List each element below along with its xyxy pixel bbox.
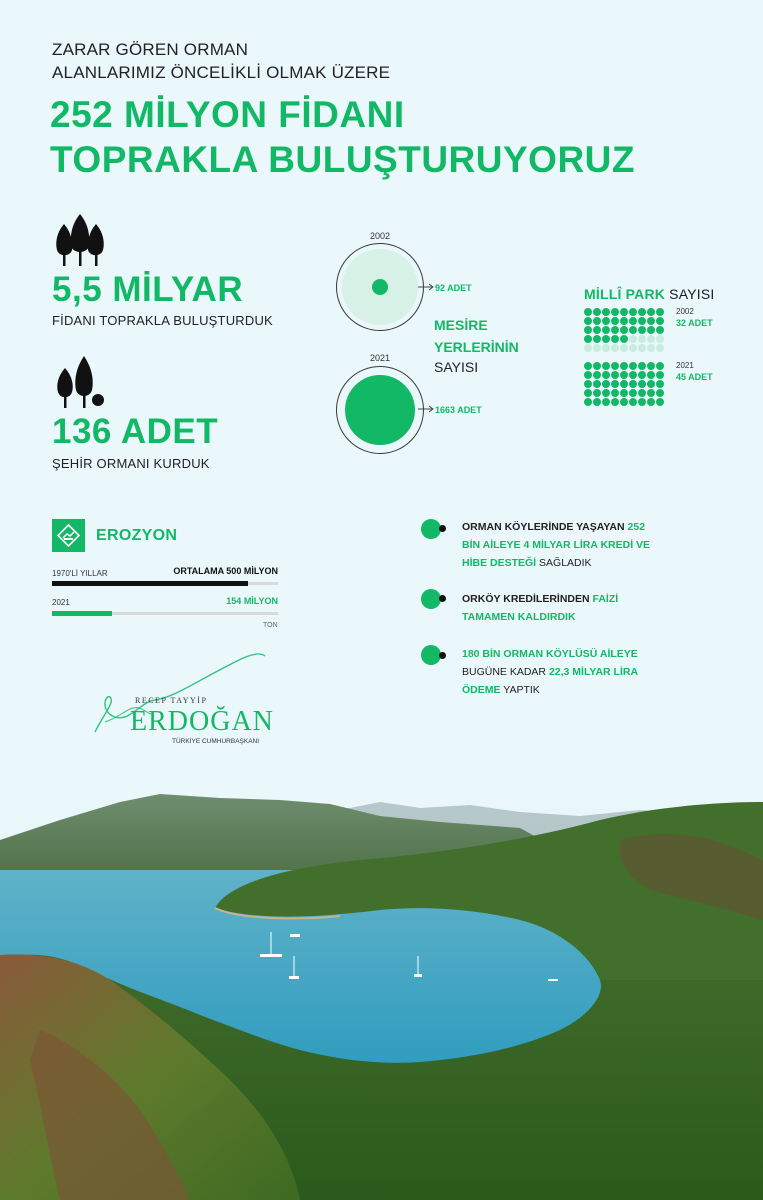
bullet-1-part-b: 252: [627, 521, 646, 533]
park-dot: [593, 326, 601, 334]
park-dot: [602, 371, 610, 379]
park-dot: [602, 398, 610, 406]
headline-line-1: 252 MİLYON FİDANI: [50, 94, 405, 135]
park-dot: [584, 317, 592, 325]
recreation-year-2002: 2002: [369, 231, 391, 241]
signature-last-name: ERDOĞAN: [130, 706, 274, 737]
erosion-unit: TON: [263, 622, 278, 629]
recreation-year-2021: 2021: [369, 353, 391, 363]
park-dot: [584, 398, 592, 406]
park-dot: [638, 362, 646, 370]
park-dot: [584, 380, 592, 388]
park-dot: [647, 326, 655, 334]
park-dot: [656, 308, 664, 316]
park-dot: [629, 344, 637, 352]
national-park-dots-2002: [584, 308, 665, 353]
park-dot: [647, 362, 655, 370]
national-park-value-2002: 32 ADET: [676, 318, 713, 328]
three-trees-icon: [52, 212, 108, 268]
park-dot: [638, 398, 646, 406]
park-dot: [593, 380, 601, 388]
park-dot: [656, 344, 664, 352]
park-dot: [647, 308, 655, 316]
subtitle: [52, 38, 472, 84]
national-park-year-2002: 2002: [676, 307, 694, 316]
park-dot: [611, 344, 619, 352]
park-dot: [611, 398, 619, 406]
park-dot: [638, 335, 646, 343]
erosion-row2-value: 154 MİLYON: [226, 596, 278, 606]
bullet-1-part-e: SAĞLADIK: [536, 557, 592, 569]
park-dot: [647, 380, 655, 388]
park-dot: [584, 362, 592, 370]
park-dot: [611, 317, 619, 325]
bullet-1-text: [462, 518, 652, 572]
signature-first-name: RECEP TAYYİP: [135, 696, 208, 705]
recreation-value-2021: 1663 ADET: [435, 405, 482, 415]
park-dot: [647, 317, 655, 325]
saplings-value: 5,5 MİLYAR: [52, 270, 244, 309]
park-dot: [656, 371, 664, 379]
park-dot: [602, 344, 610, 352]
landscape-photo: [0, 780, 763, 1200]
national-park-year-2021: 2021: [676, 361, 694, 370]
park-dot: [602, 326, 610, 334]
park-dot: [656, 335, 664, 343]
pointer-line-2002: [418, 283, 434, 291]
recreation-value-circle-2021: [345, 375, 415, 445]
two-trees-icon: [52, 354, 108, 410]
park-dot: [602, 389, 610, 397]
bullet-3-part-d: ÖDEME: [462, 684, 501, 696]
park-dot: [593, 389, 601, 397]
park-dot: [620, 335, 628, 343]
park-dot: [638, 380, 646, 388]
park-dot: [611, 308, 619, 316]
bullet-3-part-c: 22,3 MİLYAR LİRA: [548, 666, 639, 678]
park-dot: [638, 344, 646, 352]
park-dot: [620, 317, 628, 325]
bullet-3-part-e: YAPTIK: [500, 684, 540, 696]
national-park-title: [584, 286, 714, 302]
bullet-1-marker: [421, 519, 441, 539]
headline: [50, 92, 690, 182]
bullet-1-part-c: BİN AİLEYE 4 MİLYAR LİRA KREDİ VE: [462, 539, 651, 551]
park-dot: [629, 389, 637, 397]
recreation-title-line-1: MESİRE: [434, 317, 488, 333]
park-dot: [602, 308, 610, 316]
park-dot: [593, 398, 601, 406]
park-dot: [611, 371, 619, 379]
park-dot: [611, 335, 619, 343]
erosion-row1-bar: [52, 581, 248, 586]
subtitle-line-2: ALANLARIMIZ ÖNCELİKLİ OLMAK ÜZERE: [52, 63, 391, 82]
national-park-value-2021: 45 ADET: [676, 372, 713, 382]
park-dot: [584, 326, 592, 334]
park-dot: [629, 371, 637, 379]
park-dot: [629, 326, 637, 334]
park-dot: [629, 380, 637, 388]
park-dot: [656, 380, 664, 388]
park-dot: [638, 389, 646, 397]
park-dot: [656, 398, 664, 406]
saplings-label: FİDANI TOPRAKLA BULUŞTURDUK: [52, 313, 273, 328]
park-dot: [584, 371, 592, 379]
park-dot: [620, 398, 628, 406]
bullet-1-part-a: ORMAN KÖYLERİNDE YAŞAYAN: [462, 521, 628, 533]
bullet-1-part-d: HİBE DESTEĞİ: [462, 557, 537, 569]
park-dot: [629, 317, 637, 325]
park-dot: [593, 308, 601, 316]
park-dot: [593, 317, 601, 325]
park-dot: [629, 308, 637, 316]
park-dot: [629, 335, 637, 343]
park-dot: [647, 389, 655, 397]
park-dot: [638, 317, 646, 325]
park-dot: [638, 308, 646, 316]
park-dot: [638, 371, 646, 379]
park-dot: [611, 380, 619, 388]
erosion-row1-label: 1970'Lİ YILLAR: [52, 569, 108, 578]
park-dot: [584, 308, 592, 316]
bullet-3-pin: [439, 652, 446, 659]
headline-line-2: TOPRAKLA BULUŞTURUYORUZ: [50, 139, 635, 180]
recreation-value-2002: 92 ADET: [435, 283, 472, 293]
park-dot: [620, 308, 628, 316]
park-dot: [620, 344, 628, 352]
bullet-2-part-a: ORKÖY KREDİLERİNDEN: [462, 593, 593, 605]
city-forest-label: ŞEHİR ORMANI KURDUK: [52, 456, 210, 471]
city-forest-value: 136 ADET: [52, 412, 219, 451]
signature-role: TÜRKİYE CUMHURBAŞKANI: [172, 738, 260, 745]
bullet-3-text: [462, 645, 662, 699]
recreation-title: [434, 314, 519, 358]
park-dot: [593, 335, 601, 343]
park-dot: [611, 389, 619, 397]
park-dot: [620, 380, 628, 388]
erosion-row1-value: ORTALAMA 500 MİLYON: [173, 566, 278, 576]
park-dot: [620, 389, 628, 397]
bullet-3-part-a: 180 BİN ORMAN KÖYLÜSÜ AİLEYE: [462, 648, 638, 660]
erosion-row2-label: 2021: [52, 598, 70, 607]
park-dot: [593, 344, 601, 352]
erosion-icon: [52, 519, 85, 552]
park-dot: [629, 398, 637, 406]
bullet-2-text: [462, 590, 662, 626]
national-park-title-green: MİLLÎ PARK: [584, 286, 666, 302]
park-dot: [647, 344, 655, 352]
bullet-2-pin: [439, 595, 446, 602]
bullet-3-part-b: BUGÜNE KADAR: [462, 666, 549, 678]
park-dot: [602, 335, 610, 343]
park-dot: [611, 362, 619, 370]
park-dot: [620, 326, 628, 334]
park-dot: [602, 380, 610, 388]
park-dot: [593, 362, 601, 370]
erosion-title: EROZYON: [96, 527, 178, 544]
park-dot: [647, 398, 655, 406]
park-dot: [647, 371, 655, 379]
park-dot: [656, 326, 664, 334]
park-dot: [602, 362, 610, 370]
pointer-line-2021: [418, 405, 434, 413]
park-dot: [611, 326, 619, 334]
subtitle-line-1: ZARAR GÖREN ORMAN: [52, 40, 249, 59]
park-dot: [584, 389, 592, 397]
park-dot: [638, 326, 646, 334]
park-dot: [656, 317, 664, 325]
park-dot: [647, 335, 655, 343]
park-dot: [629, 362, 637, 370]
erosion-row2-bar: [52, 611, 112, 616]
bullet-3-marker: [421, 645, 441, 665]
bullet-2-part-c: TAMAMEN KALDIRDIK: [462, 611, 576, 623]
park-dot: [593, 371, 601, 379]
park-dot: [584, 335, 592, 343]
park-dot: [584, 344, 592, 352]
park-dot: [620, 362, 628, 370]
park-dot: [620, 371, 628, 379]
park-dot: [656, 389, 664, 397]
park-dot: [656, 362, 664, 370]
national-park-dots-2021: [584, 362, 665, 407]
bullet-2-marker: [421, 589, 441, 609]
park-dot: [602, 317, 610, 325]
bullet-1-pin: [439, 525, 446, 532]
bullet-2-part-b: FAİZİ: [592, 593, 619, 605]
national-park-title-rest: SAYISI: [665, 286, 715, 302]
recreation-title-line-3: SAYISI: [434, 359, 479, 375]
recreation-title-line-2: YERLERİNİN: [434, 339, 519, 355]
